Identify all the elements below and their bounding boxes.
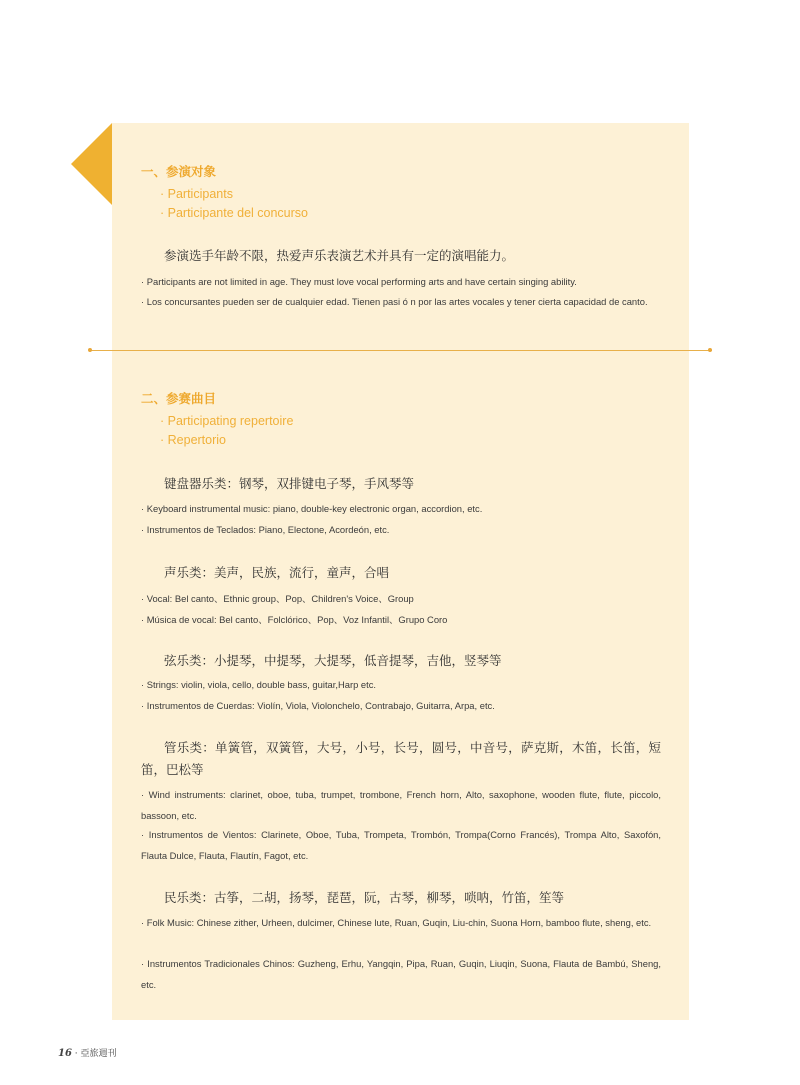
section1-body-es: · Los concursantes pueden ser de cualquier edad. Tienen pasi ó n por las artes vocales y tener cierta capacidad de canto. bbox=[141, 296, 648, 307]
category-wind-cn: 管乐类：单簧管，双簧管，大号，小号，长号，圆号，中音号，萨克斯，木笛，长笛，短笛，巴松等 bbox=[141, 740, 661, 777]
category-wind-es: · Instrumentos de Vientos: Clarinete, Oboe, Tuba, Trompeta, Trombón, Trompa(Corno Francés), Trompa Alto, Saxofón, Flauta Dulce, Flauta, Flautín, Fagot, etc. bbox=[141, 829, 661, 861]
category-vocal-en: · Vocal: Bel canto、Ethnic group、Pop、Children's Voice、Group bbox=[141, 593, 414, 604]
section-marker-arrow bbox=[71, 123, 112, 205]
section2-title: 二、参赛曲目 bbox=[141, 391, 217, 406]
category-strings-es: · Instrumentos de Cuerdas: Violín, Viola, Violonchelo, Contrabajo, Guitarra, Arpa, etc. bbox=[141, 700, 495, 711]
section1-title: 一、参演对象 bbox=[141, 164, 217, 179]
category-keyboard-cn: 键盘器乐类：钢琴，双排键电子琴，手风琴等 bbox=[164, 476, 415, 491]
section1-subtitle-es: · Participante del concurso bbox=[160, 206, 308, 220]
category-wind-en: · Wind instruments: clarinet, oboe, tuba, trumpet, trombone, French horn, Alto, saxophone, wooden flute, flute, piccolo, bassoon, etc. bbox=[141, 789, 661, 821]
category-folk-cn: 民乐类：古筝，二胡，扬琴，琵琶，阮，古琴，柳琴，唢呐，竹笛，笙等 bbox=[164, 890, 565, 905]
page-number: 16 bbox=[58, 1048, 72, 1059]
divider-dot-left bbox=[88, 348, 92, 352]
category-strings-cn: 弦乐类：小提琴，中提琴，大提琴，低音提琴，吉他，竖琴等 bbox=[164, 653, 502, 668]
section-divider bbox=[90, 350, 712, 351]
category-folk-en: · Folk Music: Chinese zither, Urheen, dulcimer, Chinese lute, Ruan, Guqin, Liu-chin, Suona Horn, bamboo flute, sheng, etc. bbox=[141, 917, 652, 928]
footer-separator: · bbox=[71, 1049, 81, 1059]
divider-dot-right bbox=[708, 348, 712, 352]
section2-subtitle-es: · Repertorio bbox=[160, 433, 226, 447]
category-vocal-es: · Música de vocal: Bel canto、Folclórico、Pop、Voz Infantil、Grupo Coro bbox=[141, 614, 448, 625]
category-folk-es: · Instrumentos Tradicionales Chinos: Guzheng, Erhu, Yangqin, Pipa, Ruan, Guqin, Liuqin, Suona, Flauta de Bambú, Sheng, etc. bbox=[141, 958, 661, 990]
category-keyboard-es: · Instrumentos de Teclados: Piano, Electone, Acordeón, etc. bbox=[141, 524, 390, 535]
category-vocal-cn: 声乐类：美声，民族，流行，童声，合唱 bbox=[164, 565, 390, 580]
publication-name: 亞旅週刊 bbox=[80, 1049, 117, 1059]
section1-body-en: · Participants are not limited in age. They must love vocal performing arts and have certain singing ability. bbox=[141, 276, 577, 287]
category-keyboard-en: · Keyboard instrumental music: piano, double-key electronic organ, accordion, etc. bbox=[141, 503, 483, 514]
section1-body-cn: 参演选手年龄不限，热爱声乐表演艺术并具有一定的演唱能力。 bbox=[164, 248, 515, 263]
category-strings-en: · Strings: violin, viola, cello, double bass, guitar,Harp etc. bbox=[141, 679, 377, 690]
section1-subtitle-en: · Participants bbox=[160, 187, 233, 201]
section2-subtitle-en: · Participating repertoire bbox=[160, 414, 294, 428]
page-footer bbox=[58, 1046, 117, 1059]
